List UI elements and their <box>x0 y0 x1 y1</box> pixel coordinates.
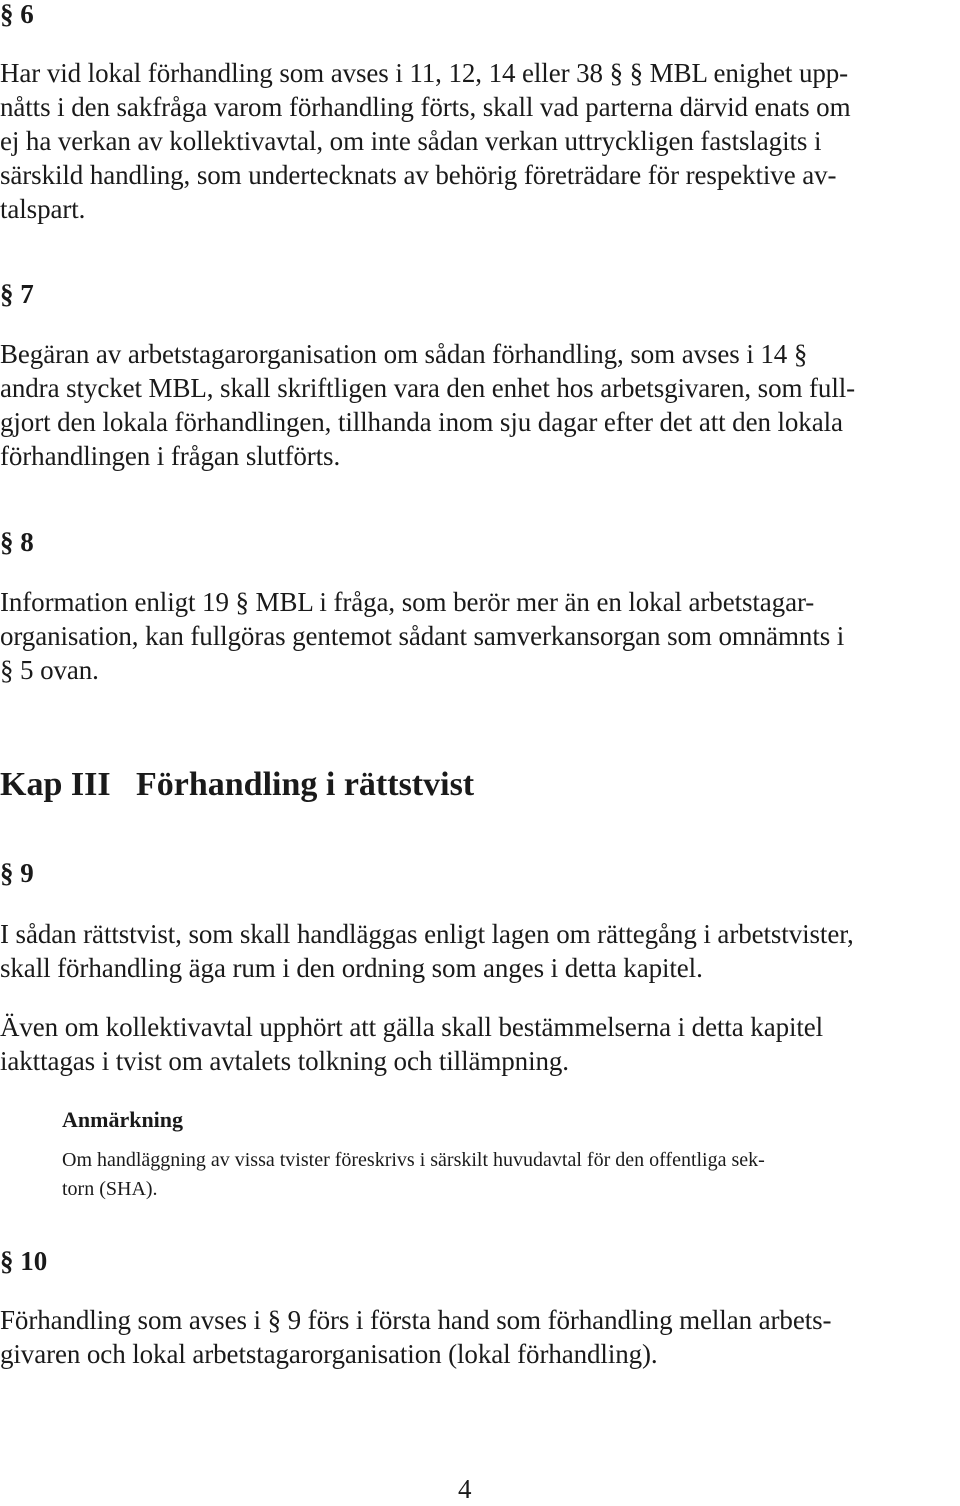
text-line: Om handläggning av vissa tvister föreskrivs i särskilt huvudavtal för den offentliga sek- <box>62 1149 765 1171</box>
section-8-heading: § 8 <box>0 527 34 557</box>
text-line: Förhandling som avses i § 9 förs i första hand som förhandling mellan arbets- <box>0 1305 832 1335</box>
text-line: nåtts i den sakfråga varom förhandling förts, skall vad parterna därvid enats om <box>0 92 851 122</box>
note-text <box>62 1146 765 1204</box>
text-line: Begäran av arbetstagarorganisation om sådan förhandling, som avses i 14 § <box>0 339 808 369</box>
text-line: Även om kollektivavtal upphört att gälla skall bestämmelserna i detta kapitel <box>0 1012 824 1042</box>
text-line: givaren och lokal arbetstagarorganisation (lokal förhandling). <box>0 1339 658 1369</box>
section-9-paragraph-2 <box>0 1010 823 1078</box>
text-line: iakttagas i tvist om avtalets tolkning och tillämpning. <box>0 1046 569 1076</box>
section-10-heading: § 10 <box>0 1246 48 1276</box>
section-7-heading: § 7 <box>0 279 34 309</box>
text-line: förhandlingen i frågan slutförts. <box>0 441 341 471</box>
section-7-text <box>0 337 855 473</box>
text-line: organisation, kan fullgöras gentemot sådant samverkansorgan som omnämnts i <box>0 621 845 651</box>
page-number: 4 <box>458 1474 472 1504</box>
text-line: Information enligt 19 § MBL i fråga, som berör mer än en lokal arbetstagar- <box>0 587 815 617</box>
text-line: I sådan rättstvist, som skall handläggas enligt lagen om rättegång i arbetstvister, <box>0 919 854 949</box>
text-line: ej ha verkan av kollektivavtal, om inte sådan verkan uttryckligen fastslagits i <box>0 126 822 156</box>
text-line: § 5 ovan. <box>0 655 99 685</box>
section-9-heading: § 9 <box>0 858 34 888</box>
chapter-title: Förhandling i rättstvist <box>136 766 475 803</box>
text-line: särskild handling, som undertecknats av behörig företrädare för respektive av- <box>0 160 837 190</box>
text-line: andra stycket MBL, skall skriftligen vara den enhet hos arbetsgivaren, som full- <box>0 373 856 403</box>
section-8-text <box>0 585 844 687</box>
text-line: Har vid lokal förhandling som avses i 11, 12, 14 eller 38 § § MBL enighet upp- <box>0 58 849 88</box>
text-line: skall förhandling äga rum i den ordning som anges i detta kapitel. <box>0 953 703 983</box>
section-10-text <box>0 1303 831 1371</box>
section-6-text <box>0 56 850 226</box>
section-9-paragraph-1 <box>0 917 854 985</box>
note-heading: Anmärkning <box>62 1107 184 1132</box>
text-line: talspart. <box>0 194 86 224</box>
chapter-label: Kap III <box>0 766 111 803</box>
chapter-heading <box>0 765 474 805</box>
section-6-heading: § 6 <box>0 0 34 29</box>
text-line: gjort den lokala förhandlingen, tillhanda inom sju dagar efter det att den lokala <box>0 407 843 437</box>
text-line: torn (SHA). <box>62 1178 158 1200</box>
